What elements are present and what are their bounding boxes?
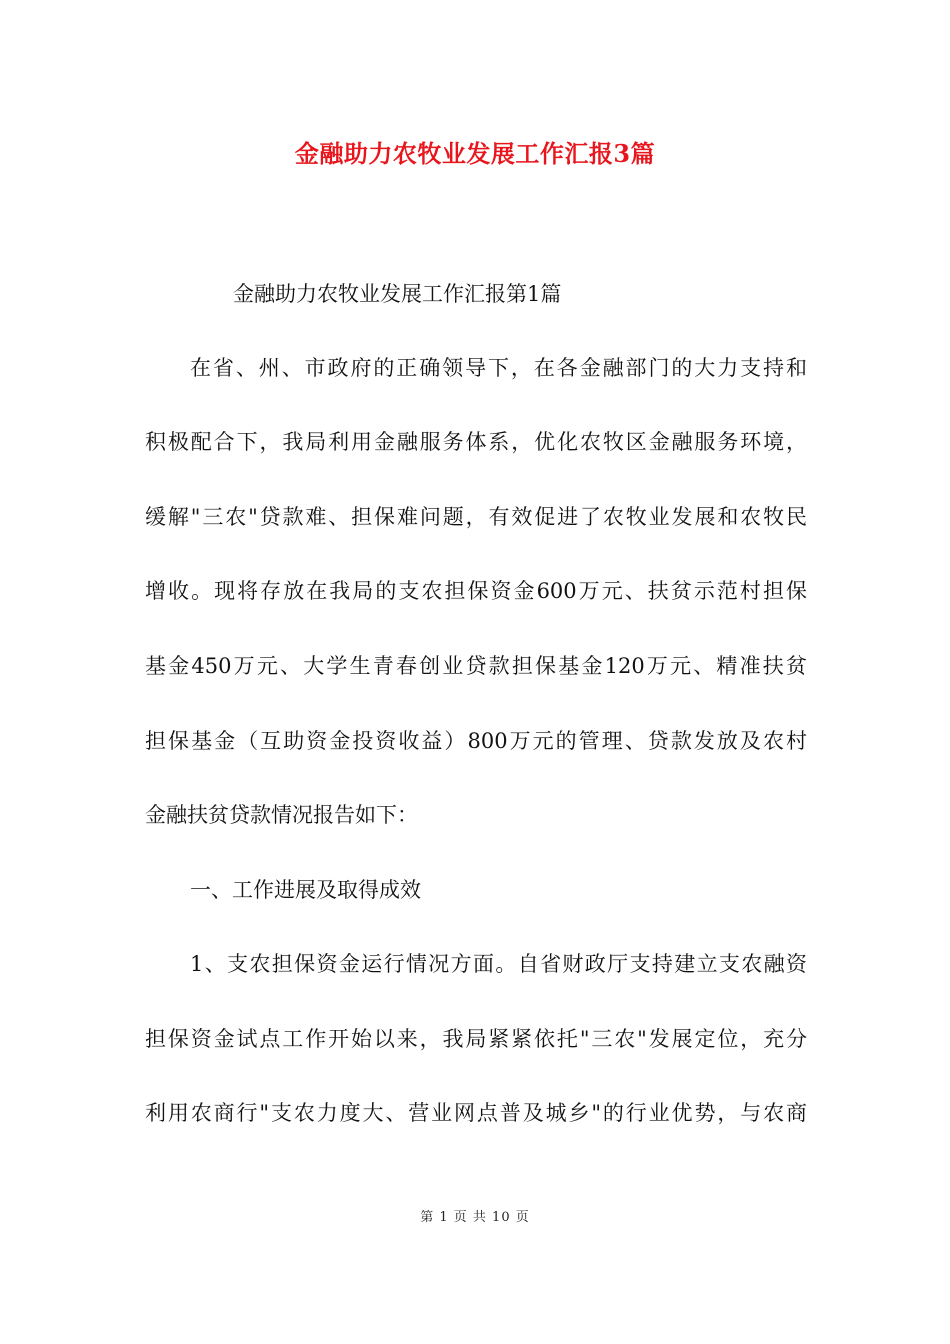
- paragraph-line: 积极配合下，我局利用金融服务体系，优化农牧区金融服务环境，: [145, 430, 807, 454]
- paragraph-line: 基金450万元、大学生青春创业贷款担保基金120万元、精准扶贫: [145, 654, 807, 678]
- page-footer: 第 1 页 共 10 页: [420, 1210, 530, 1225]
- paragraph-line: 1、支农担保资金运行情况方面。自省财政厅支持建立支农融资: [190, 952, 807, 976]
- paragraph-line: 担保基金（互助资金投资收益）800万元的管理、贷款发放及农村: [145, 729, 807, 753]
- document-title: 金融助力农牧业发展工作汇报3篇: [294, 139, 656, 168]
- paragraph-line: 担保资金试点工作开始以来，我局紧紧依托"三农"发展定位，充分: [145, 1027, 807, 1051]
- paragraph-line: 在省、州、市政府的正确领导下，在各金融部门的大力支持和: [190, 356, 807, 380]
- paragraph-line: 利用农商行"支农力度大、营业网点普及城乡"的行业优势，与农商: [145, 1101, 807, 1125]
- paragraph-line: 增收。现将存放在我局的支农担保资金600万元、扶贫示范村担保: [145, 579, 807, 603]
- section-heading: 一、工作进展及取得成效: [190, 878, 421, 902]
- paragraph-line: 金融扶贫贷款情况报告如下：: [145, 803, 418, 827]
- article-heading: 金融助力农牧业发展工作汇报第1篇: [233, 282, 562, 306]
- paragraph-line: 缓解"三农"贷款难、担保难问题，有效促进了农牧业发展和农牧民: [145, 505, 807, 529]
